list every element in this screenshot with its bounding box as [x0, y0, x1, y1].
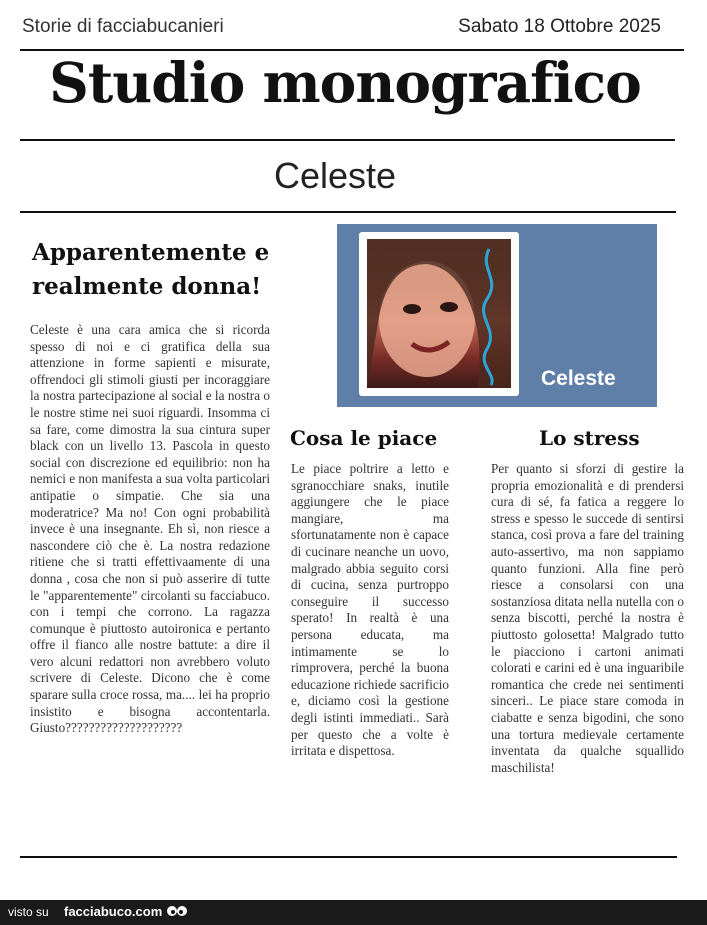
photo-illustration: [367, 239, 511, 388]
photo-panel: [337, 224, 657, 407]
footer-bar: [0, 900, 707, 925]
eyes-logo-icon: [166, 903, 188, 925]
main-headline: Apparentemente e realmente donna!: [32, 239, 270, 300]
section-label: Storie di facciabucanieri: [22, 16, 224, 37]
stress-headline: Lo stress: [539, 426, 640, 450]
rule-under-title: [20, 139, 675, 141]
issue-date: Sabato 18 Ottobre 2025: [458, 16, 661, 37]
main-article-text: Celeste è una cara amica che si ricorda spesso di noi e ci gratifica della sua attenzione in forme sapienti e misurate, offrendoci gli stimoli giusti per incoraggiare la nostra partecipazione al social e la nostra o le nostre stime nei suoi riguardi. Insomma ci sa fare, come dimostra la sua cintura super black con un livello 13. Pascola in questo social con discrezione ed equilibrio: non ha nemici e non manifesta a sua volta particolari antipatie o simpatie. Che sia una moderatrice? Ma no! Con ogni probabilità invece è una insegnante. Eh sì, non riesce a nascondere ciò che è. La nostra redazione ritiene che si tratti effettivaamente di una donna , cosa che non si può asserire di tutte le "apparentemente" circolanti su facciabuco. con i tempi che corrono. La ragazza comunque è piuttosto autoironica e pertanto offre il fianco alle nostre battute: a dire il vero alcuni redattori non avrebbero voluto scrivere di Celeste. Dicono che è come sparare sulla croce rossa, ma.... lei ha proprio insistito e bisogna accontentarla. Giusto????????????????????: [30, 322, 270, 736]
page-title: Studio monografico: [49, 50, 641, 115]
footer-site-link[interactable]: facciabuco.com: [64, 904, 163, 919]
photo-caption: Celeste: [541, 367, 616, 390]
likes-headline: Cosa le piace: [290, 426, 438, 450]
profile-photo: [367, 239, 511, 388]
page-subtitle: Celeste: [273, 155, 397, 196]
rule-under-subtitle: [20, 211, 676, 213]
rule-bottom: [20, 856, 677, 858]
photo-frame: [359, 232, 519, 396]
likes-text: Le piace poltrire a letto e sgranocchiare snaks, inutile aggiungere che le piace mangiare, ma sfortunatamente non è capace di cucinare neanche un uovo, malgrado abbia seguito corsi di cucina, senza purtroppo conseguire il successo sperato! In realtà è una persona educata, ma intimamente se lo rimprovera, perché la buona educazione richiede sacrificio e, diciamo così la gestione degli istinti immediati.. Sarà per questo che a volte è irritata e dispettosa.: [291, 461, 449, 759]
stress-text: Per quanto si sforzi di gestire la propria emozionalità e di prendersi cura di sé, fa fatica a reggere lo stress e spesso le succede di sentirsi stanca, così prova a fare del training auto-assertivo, ma non sappiamo quanto funzioni. Alla fine però riesce a consolarsi con una sostanziosa ditata nella nutella con o senza biscotti, perché la nostra è piuttosto golosetta! Malgrado tutto le piacciono i cartoni animati colorati e carini ed è una inguaribile romantica che crede nei sentimenti sinceri.. Le piace stare comoda in ciabatte e senza bigodini, che sono una tortura medievale certamente inventata da qualche squallido maschilista!: [491, 461, 684, 775]
footer-visto-label: visto su: [8, 905, 49, 919]
